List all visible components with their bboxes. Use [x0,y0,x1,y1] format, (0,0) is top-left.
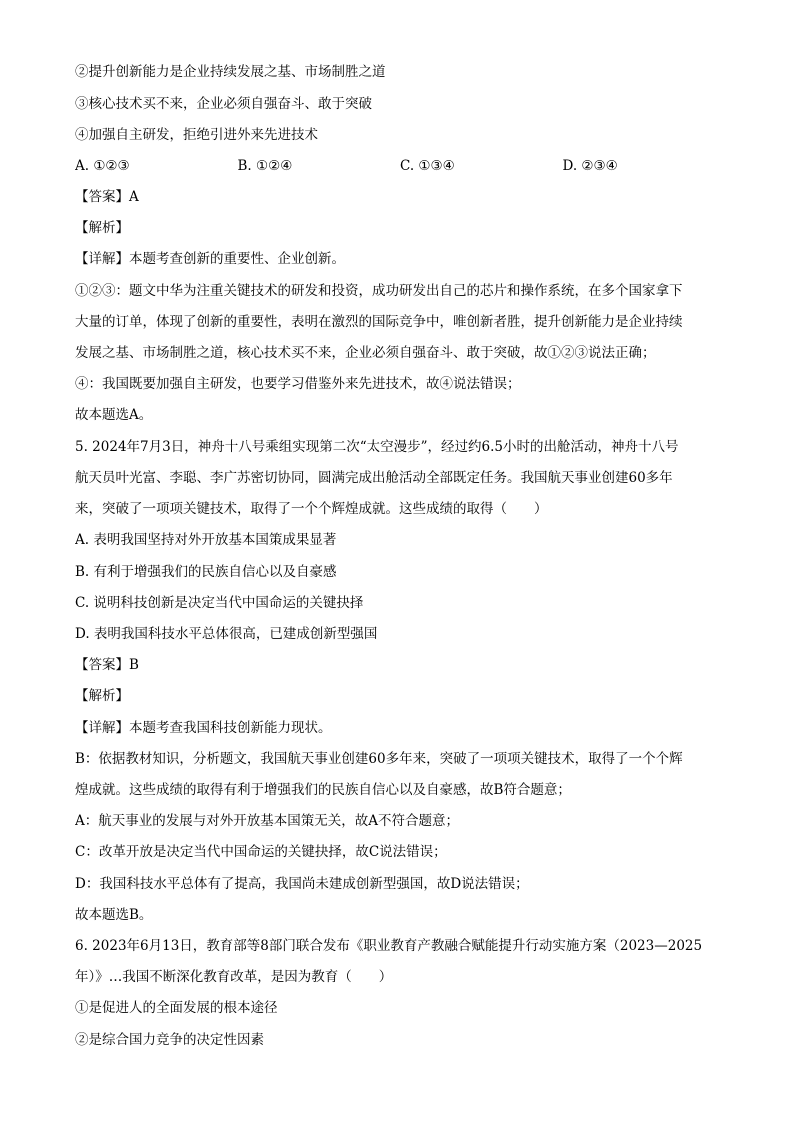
q6-statement-1: ①是促进人的全面发展的根本途径 [75,1000,278,1016]
q5-explanation-a: A：航天事业的发展与对外开放基本国策无关，故A不符合题意； [75,813,459,829]
q4-answer: 【答案】A [75,189,139,205]
q4-conclusion: 故本题选A。 [75,407,153,423]
q5-analysis-heading: 【解析】 [75,688,129,704]
q5-explanation-b-line-2: 煌成就。这些成绩的取得有利于增强我们的民族自信心以及自豪感，故B符合题意； [75,782,571,798]
q4-option-c: C. ①③④ [400,158,455,174]
q4-statement-3: ③核心技术买不来，企业必须自强奋斗、敢于突破 [75,96,372,112]
q5-explanation-c: C：改革开放是决定当代中国命运的关键抉择，故C说法错误； [75,844,447,860]
q6-stem-line-2: 年）》…我国不断深化教育改革，是因为教育（ ） [75,969,393,985]
q5-answer: 【答案】B [75,657,139,673]
q4-statement-2: ②提升创新能力是企业持续发展之基、市场制胜之道 [75,64,386,80]
q4-explanation-4: ④：我国既要加强自主研发，也要学习借鉴外来先进技术，故④说法错误； [75,376,521,392]
q4-option-d: D. ②③④ [562,158,618,174]
q5-explanation-d: D：我国科技水平总体有了提高，我国尚未建成创新型强国，故D说法错误； [75,876,529,892]
q4-option-a: A. ①②③ [75,158,130,174]
q5-detail: 【详解】本题考查我国科技创新能力现状。 [75,720,332,736]
q5-option-d: D. 表明我国科技水平总体很高，已建成创新型强国 [75,626,378,642]
q5-stem-line-2: 航天员叶光富、李聪、李广苏密切协同，圆满完成出舱活动全部既定任务。我国航天事业创建60多年 [75,470,673,486]
q4-explanation-line-2: 大量的订单，体现了创新的重要性，表明在激烈的国际竞争中，唯创新者胜，提升创新能力是企业持续 [75,314,683,330]
q4-statement-4: ④加强自主研发，拒绝引进外来先进技术 [75,127,318,143]
q5-option-c: C. 说明科技创新是决定当代中国命运的关键抉择 [75,595,364,611]
q5-stem-line-3: 来，突破了一项项关键技术，取得了一个个辉煌成就。这些成绩的取得（ ） [75,501,548,517]
q4-detail: 【详解】本题考查创新的重要性、企业创新。 [75,251,345,267]
q4-analysis-heading: 【解析】 [75,220,129,236]
q5-explanation-b-line-1: B：依据教材知识，分析题文，我国航天事业创建60多年来，突破了一项项关键技术，取得了一个个辉 [75,751,683,767]
q5-option-a: A. 表明我国坚持对外开放基本国策成果显著 [75,532,337,548]
q6-stem-line-1: 6. 2023年6月13日，教育部等8部门联合发布《职业教育产教融合赋能提升行动实施方案（2023—2025 [75,938,703,954]
q5-stem-line-1: 5. 2024年7月3日，神舟十八号乘组实现第二次“太空漫步”，经过约6.5小时的出舱活动，神舟十八号 [75,439,679,455]
q4-option-b: B. ①②④ [237,158,293,174]
q5-option-b: B. 有利于增强我们的民族自信心以及自豪感 [75,564,337,580]
q4-explanation-line-1: ①②③：题文中华为注重关键技术的研发和投资，成功研发出自己的芯片和操作系统，在多个国家拿下 [75,283,683,299]
q4-explanation-line-3: 发展之基、市场制胜之道，核心技术买不来，企业必须自强奋斗、敢于突破，故①②③说法正确； [75,345,656,361]
q4-options [75,157,725,175]
q5-conclusion: 故本题选B。 [75,907,153,923]
q6-statement-2: ②是综合国力竞争的决定性因素 [75,1032,264,1048]
